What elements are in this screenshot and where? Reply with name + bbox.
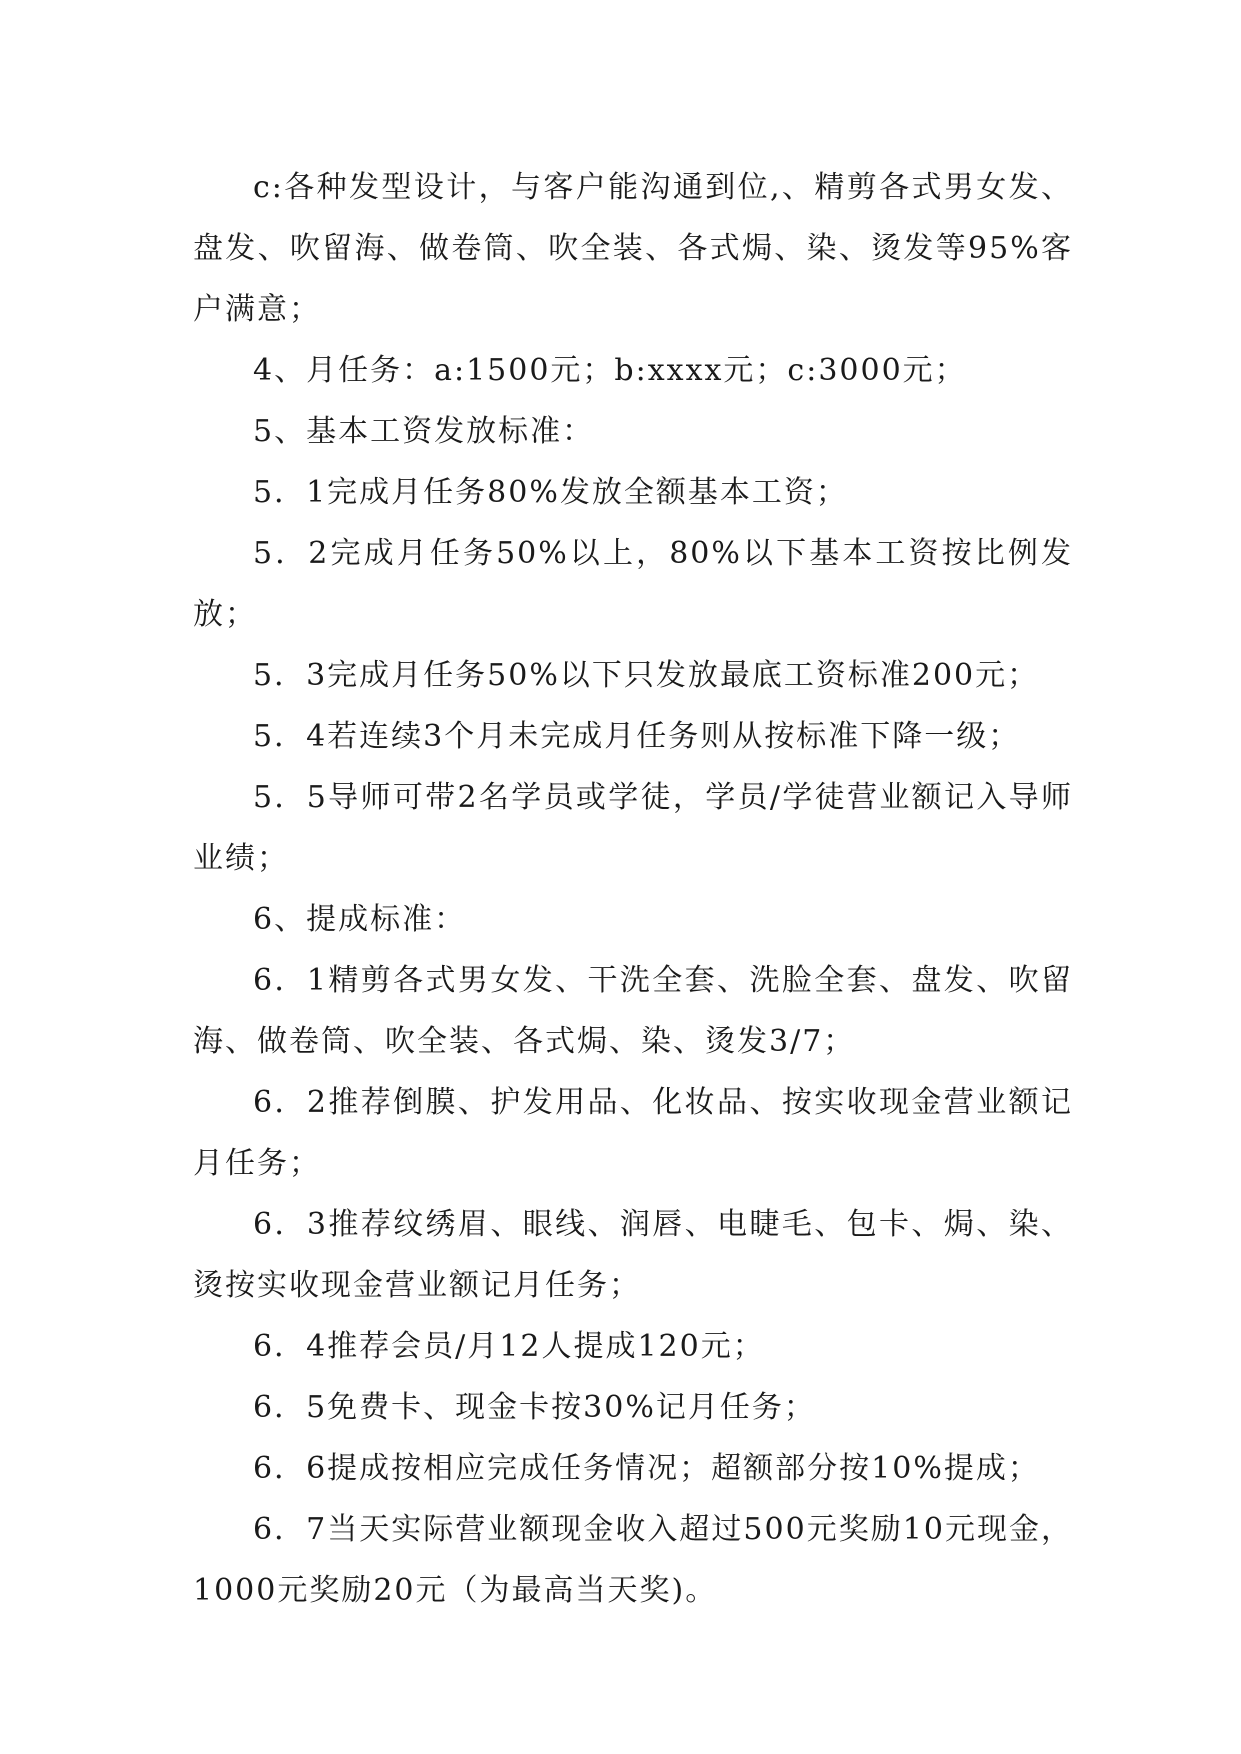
paragraph-salary-5-4: 5．4若连续3个月未完成月任务则从按标准下降一级；	[253, 719, 1021, 754]
paragraph-salary-5-3: 5．3完成月任务50%以下只发放最底工资标准200元；	[253, 658, 1040, 693]
paragraph-hairstyle-requirements: c:各种发型设计，与客户能沟通到位,、精剪各式男女发、盘发、吹留海、做卷筒、吹全装、各式焗、染、烫发等95%客户满意；	[193, 170, 1073, 327]
paragraph-salary-standard-heading: 5、基本工资发放标准：	[253, 414, 595, 449]
paragraph-commission-6-3: 6．3推荐纹绣眉、眼线、润唇、电睫毛、包卡、焗、染、烫按实收现金营业额记月任务；	[193, 1207, 1073, 1303]
paragraph-salary-5-1: 5．1完成月任务80%发放全额基本工资；	[253, 475, 848, 510]
paragraph-salary-5-5: 5．5导师可带2名学员或学徒，学员/学徒营业额记入导师业绩；	[193, 780, 1073, 876]
document-body	[193, 157, 1073, 1621]
paragraph-commission-6-2: 6．2推荐倒膜、护发用品、化妆品、按实收现金营业额记月任务；	[193, 1085, 1073, 1181]
paragraph-commission-6-4: 6．4推荐会员/月12人提成120元；	[253, 1329, 765, 1364]
paragraph-monthly-task: 4、月任务：a:1500元；b:xxxx元；c:3000元；	[253, 353, 967, 388]
paragraph-salary-5-2: 5．2完成月任务50%以上，80%以下基本工资按比例发放；	[193, 536, 1073, 632]
paragraph-commission-6-5: 6．5免费卡、现金卡按30%记月任务；	[253, 1390, 816, 1425]
paragraph-commission-6-6: 6．6提成按相应完成任务情况；超额部分按10%提成；	[253, 1451, 1040, 1486]
paragraph-commission-heading: 6、提成标准：	[253, 902, 467, 937]
paragraph-commission-6-1: 6．1精剪各式男女发、干洗全套、洗脸全套、盘发、吹留海、做卷筒、吹全装、各式焗、染、烫发3/7；	[193, 963, 1073, 1059]
paragraph-commission-6-7: 6．7当天实际营业额现金收入超过500元奖励10元现金，1000元奖励20元（为最高当天奖)。	[193, 1512, 1073, 1608]
